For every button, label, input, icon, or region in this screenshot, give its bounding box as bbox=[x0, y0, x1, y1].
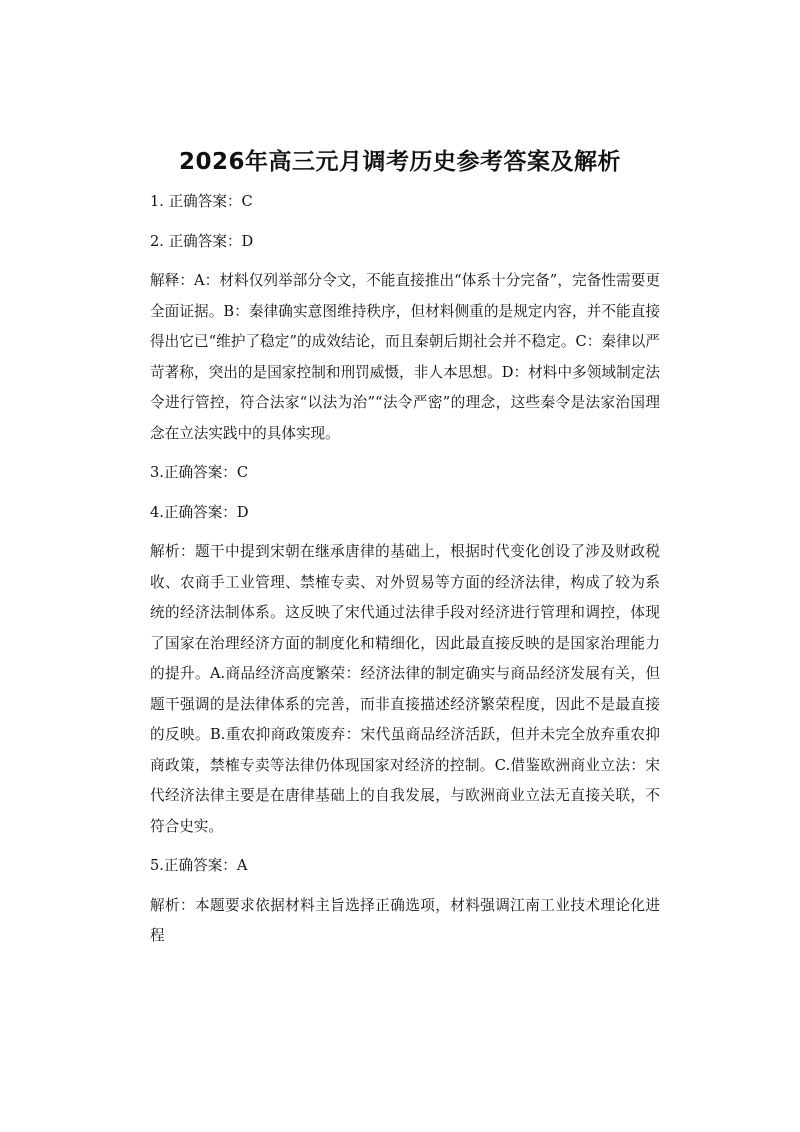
document-body bbox=[150, 187, 660, 961]
answer-4: 4.正确答案：D bbox=[150, 503, 249, 521]
explanation-4: 解析：题干中提到宋朝在继承唐律的基础上，根据时代变化创设了涉及财政税收、农商手工业管理、禁榷专卖、对外贸易等方面的经济法律，构成了较为系统的经济法制体系。这反映了宋代通过法律手段对经济进行管理和调控，体现了国家在治理经济方面的制度化和精细化，因此最直接反映的是国家治理能力的提升。A.商品经济高度繁荣：经济法律的制定确实与商品经济发展有关，但题干强调的是法律体系的完善，而非直接描述经济繁荣程度，因此不是最直接的反映。B.重农抑商政策废弃：宋代虽商品经济活跃，但并未完全放弃重农抑商政策，禁榷专卖等法律仍体现国家对经济的控制。C.借鉴欧洲商业立法：宋代经济法律主要是在唐律基础上的自我发展，与欧洲商业立法无直接关联，不符合史实。 bbox=[150, 543, 660, 835]
answer-5: 5.正确答案：A bbox=[150, 857, 248, 874]
explanation-2: 解释：A：材料仅列举部分令文，不能直接推出“体系十分完备”，完备性需要更全面证据。B：秦律确实意图维持秩序，但材料侧重的是规定内容，并不能直接得出它已“维护了稳定”的成效结论，而且秦朝后期社会并不稳定。C：秦律以严苛著称，突出的是国家控制和刑罚威慑，非人本思想。D：材料中多领域制定法令进行管控，符合法家“以法为治”“法令严密”的理念，这些秦令是法家治国理念在立法实践中的具体实现。 bbox=[150, 272, 660, 442]
answer-1: 1. 正确答案：C bbox=[150, 193, 253, 210]
answer-2: 2. 正确答案：D bbox=[150, 232, 254, 250]
document-title: 2026年高三元月调考历史参考答案及解析 bbox=[178, 149, 621, 175]
explanation-5: 解析：本题要求依据材料主旨选择正确选项，材料强调江南工业技术理论化进程 bbox=[150, 896, 660, 944]
answer-3: 3.正确答案：C bbox=[150, 464, 249, 481]
